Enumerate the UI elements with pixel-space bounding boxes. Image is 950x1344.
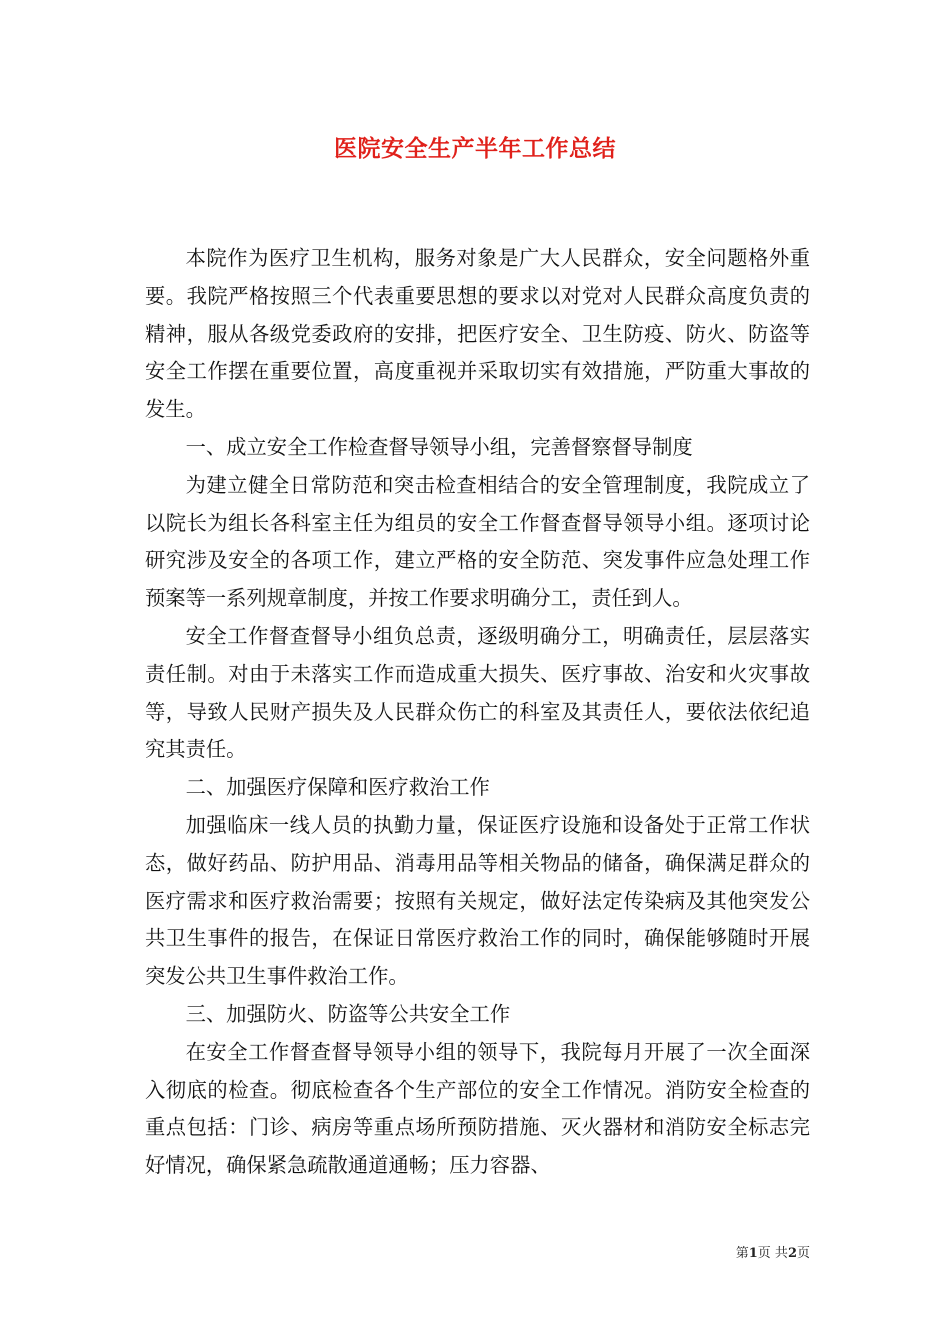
section-1-paragraph-1: 为建立健全日常防范和突击检查相结合的安全管理制度，我院成立了以院长为组长各科室主任为组员的安全工作督查督导领导小组。逐项讨论研究涉及安全的各项工作，建立严格的安全防范、突发事件应急处理工作预案等一系列规章制度，并按工作要求明确分工，责任到人。 [145, 472, 810, 611]
section-heading-2: 二、加强医疗保障和医疗救治工作 [185, 775, 490, 800]
document-title: 医院安全生产半年工作总结 [334, 135, 616, 162]
section-heading-1: 一、成立安全工作检查督导领导小组，完善督察督导制度 [185, 434, 693, 459]
footer-prefix: 第 [735, 1246, 749, 1261]
total-page-number: 2 [787, 1246, 797, 1261]
intro-paragraph: 本院作为医疗卫生机构，服务对象是广大人民群众，安全问题格外重要。我院严格按照三个代表重要思想的要求以对党对人民群众高度负责的精神，服从各级党委政府的安排，把医疗安全、卫生防疫、防火、防盗等安全工作摆在重要位置，高度重视并采取切实有效措施，严防重大事故的发生。 [145, 246, 810, 422]
section-1-paragraph-2: 安全工作督查督导小组负总责，逐级明确分工，明确责任，层层落实责任制。对由于未落实工作而造成重大损失、医疗事故、治安和火灾事故等，导致人民财产损失及人民群众伤亡的科室及其责任人，要依法依纪追究其责任。 [145, 623, 810, 762]
page-number-footer [700, 1245, 810, 1263]
section-heading-3: 三、加强防火、防盗等公共安全工作 [185, 1001, 511, 1026]
section-3-paragraph: 在安全工作督查督导领导小组的领导下，我院每月开展了一次全面深入彻底的检查。彻底检查各个生产部位的安全工作情况。消防安全检查的重点包括：门诊、病房等重点场所预防措施、灭火器材和消防安全标志完好情况，确保紧急疏散通道通畅；压力容器、 [145, 1039, 810, 1178]
current-page-number: 1 [748, 1246, 758, 1261]
section-2-paragraph: 加强临床一线人员的执勤力量，保证医疗设施和设备处于正常工作状态，做好药品、防护用品、消毒用品等相关物品的储备，确保满足群众的医疗需求和医疗救治需要；按照有关规定，做好法定传染病及其他突发公共卫生事件的报告，在保证日常医疗救治工作的同时，确保能够随时开展突发公共卫生事件救治工作。 [145, 812, 810, 989]
footer-suffix: 页 [796, 1246, 810, 1261]
footer-middle: 页 共 [757, 1246, 788, 1261]
document-body [145, 240, 810, 1185]
